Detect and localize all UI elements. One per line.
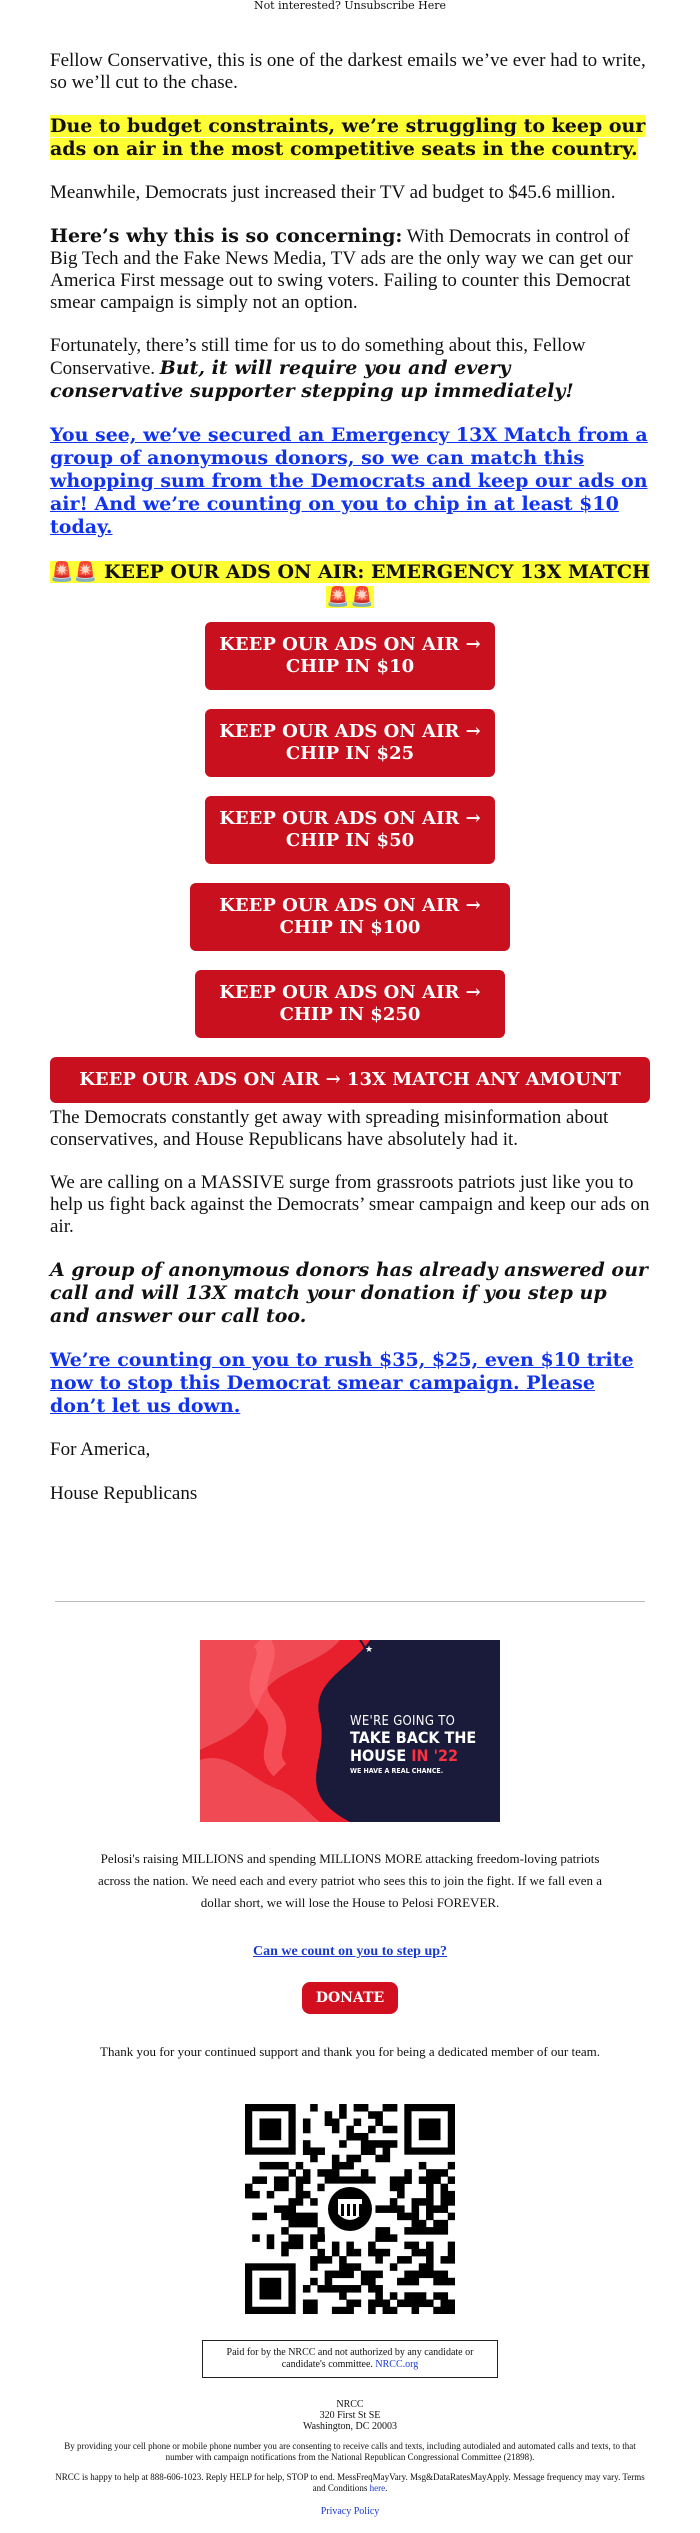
- thanks-text: Thank you for your continued support and thank you for being a dedicated member of our team.: [100, 2044, 600, 2059]
- concern-paragraph: [50, 225, 650, 314]
- banner-line3: [350, 1747, 500, 1765]
- terms-link[interactable]: here: [369, 2483, 386, 2493]
- address-org: NRCC: [336, 2399, 364, 2410]
- unsubscribe-link[interactable]: Not interested? Unsubscribe Here: [253, 0, 447, 12]
- help-legal-copy: NRCC is happy to help at 888-606-1023. Reply HELP for help, STOP to end. MessFreqMayVary. Msg&DataRatesMayApply. Message frequency may vary. Terms and Conditions: [55, 2472, 645, 2493]
- help-legal-text: NRCC is happy to help at 888-606-1023. Reply HELP for help, STOP to end. MessFreqMayVary. Msg&DataRatesMayApply. Message frequency may vary. Terms and Conditions here.: [55, 2472, 645, 2493]
- banner-line3b: IN '22: [411, 1746, 459, 1765]
- step-up-question: [0, 1944, 700, 1960]
- banner-text: [350, 1714, 500, 1778]
- qr-code-graphic: [245, 2104, 455, 2314]
- budget-highlight: Due to budget constraints, we’re struggling to keep our ads on air in the most competitive seats in the country.: [50, 115, 646, 160]
- time-text: Fortunately, there’s still time for us to do something about this, Fellow Conservative.: [50, 335, 586, 379]
- pelosi-note: Pelosi's raising MILLIONS and spending MILLIONS MORE attacking freedom-loving patriots across the nation. We need each and every patriot who sees this to join the fight. If we fall even a dollar short, we will lose the House to Pelosi FOREVER.: [97, 1851, 603, 1910]
- banner-line4: WE HAVE A REAL CHANCE.: [350, 1767, 444, 1775]
- misinformation-paragraph: The Democrats constantly get away with spreading misinformation about conservatives, and House Republicans have absolutely had it.: [50, 1107, 609, 1150]
- paid-for-text: Paid for by the NRCC and not authorized by any candidate or candidate's committee.: [226, 2347, 474, 2370]
- time-emphasis: But, it will require you and every conservative supporter stepping up immediately!: [50, 357, 574, 402]
- banner-line2: TAKE BACK THE: [350, 1728, 477, 1747]
- cta-heading: [50, 560, 650, 610]
- time-paragraph: [50, 335, 650, 403]
- budget-paragraph: [50, 115, 650, 161]
- match-link[interactable]: You see, we’ve secured an Emergency 13X Match from a group of anonymous donors, so we can match this whopping sum from the Democrats and keep our ads on air! And we’re counting on you to chip in at least $10 today.: [50, 424, 648, 538]
- donors-emphasis: A group of anonymous donors has already answered our call and will 13X match your donation if you step up and answer our call too.: [50, 1259, 648, 1327]
- concern-label: Here’s why this is so concerning:: [50, 225, 403, 247]
- banner-line3a: HOUSE: [350, 1746, 412, 1765]
- banner-star: ★: [365, 1645, 374, 1655]
- intro-paragraph: Fellow Conservative, this is one of the darkest emails we’ve ever had to write, so we’ll cut to the chase.: [50, 50, 646, 93]
- banner-line1: WE'RE GOING TO: [350, 1714, 456, 1729]
- nrcc-link[interactable]: NRCC.org: [375, 2359, 419, 2370]
- match-paragraph: [50, 424, 650, 539]
- take-back-house-banner[interactable]: [200, 1640, 500, 1822]
- divider: [55, 1601, 645, 1602]
- email-body: [0, 16, 700, 1505]
- address-street: 320 First St SE: [319, 2410, 381, 2421]
- democrat-budget-paragraph: Meanwhile, Democrats just increased their TV ad budget to $45.6 million.: [50, 182, 616, 203]
- footer: [0, 1848, 700, 2517]
- rush-link[interactable]: We’re counting on you to rush $35, $25, even $10 trite now to stop this Democrat smear campaign. Please don’t let us down.: [50, 1349, 634, 1417]
- match-any-amount-button[interactable]: KEEP OUR ADS ON AIR → 13X MATCH ANY AMOUNT: [50, 1057, 650, 1103]
- chip-in-25-button[interactable]: KEEP OUR ADS ON AIR → CHIP IN $25: [205, 709, 495, 777]
- rush-paragraph: [50, 1349, 650, 1418]
- cta-heading-text: 🚨🚨 KEEP OUR ADS ON AIR: EMERGENCY 13X MATCH 🚨🚨: [50, 561, 650, 608]
- paid-for-box: [202, 2340, 498, 2378]
- mailing-address: [0, 2399, 700, 2432]
- qr-code[interactable]: [245, 2104, 455, 2314]
- chip-in-100-button[interactable]: KEEP OUR ADS ON AIR → CHIP IN $100: [190, 883, 510, 951]
- signature: House Republicans: [50, 1483, 198, 1504]
- privacy-policy-link[interactable]: Privacy Policy: [320, 2506, 380, 2517]
- address-city: Washington, DC 20003: [303, 2421, 397, 2432]
- concern-text: With Democrats in control of Big Tech and the Fake News Media, TV ads are the only way we can get our America First message out to swing voters. Failing to counter this Democrat smear campaign is simply not an option.: [50, 226, 633, 313]
- closing: For America,: [50, 1439, 151, 1460]
- consent-legal-text: By providing your cell phone or mobile phone number you are consenting to receive calls and texts, including autodialed and automated calls and texts, to that number with campaign notifications from the National Republican Congressional Committee (21898).: [64, 2441, 636, 2462]
- signature-block: [50, 1439, 650, 1505]
- donors-paragraph: [50, 1259, 650, 1328]
- surge-paragraph: We are calling on a MASSIVE surge from grassroots patriots just like you to help us fight back against the Democrats’ smear campaign and keep our ads on air.: [50, 1172, 650, 1237]
- chip-in-250-button[interactable]: KEEP OUR ADS ON AIR → CHIP IN $250: [195, 970, 505, 1038]
- chip-in-50-button[interactable]: KEEP OUR ADS ON AIR → CHIP IN $50: [205, 796, 495, 864]
- privacy-policy: [0, 2506, 700, 2517]
- chip-in-10-button[interactable]: KEEP OUR ADS ON AIR → CHIP IN $10: [205, 622, 495, 690]
- step-up-link[interactable]: Can we count on you to step up?: [252, 1944, 448, 1959]
- donate-button[interactable]: DONATE: [302, 1982, 398, 2014]
